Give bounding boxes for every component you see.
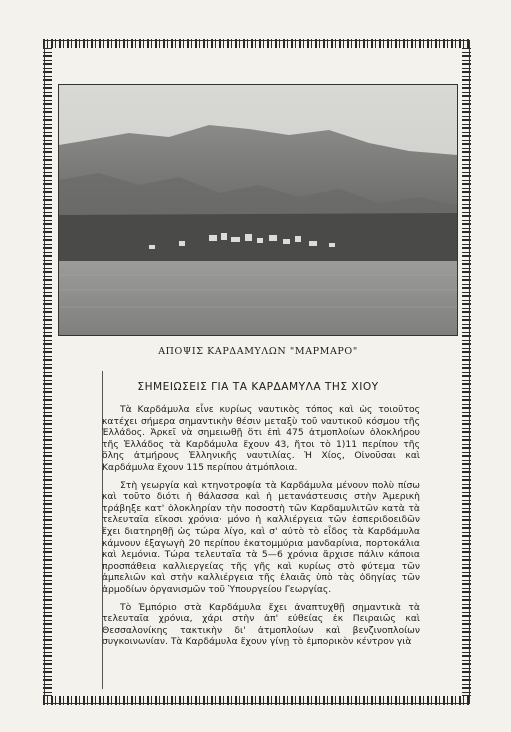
landscape-photo xyxy=(58,84,458,336)
photo-caption: ΑΠΟΨΙΣ ΚΑΡΔΑΜΥΛΩΝ "ΜΑΡΜΑΡΟ" xyxy=(158,346,358,357)
article-body xyxy=(102,404,420,654)
paragraph: Τὸ Ἐμπόριο στὰ Καρδάμυλα ἔχει ἀναπτυχθῇ σημαντικὰ τὰ τελευταῖα χρόνια, χάρι στὴν ἀπ' εὐθείας ἐκ Πειραιῶς καὶ Θεσσαλονίκης τακτικὴν δι' ἀτμοπλοίων καὶ βενζινοπλοίων συγκοινωνίαν. Τὰ Καρδάμυλα ἔχουν γίνῃ τὸ ἐμπορικὸν κέντρον γιὰ xyxy=(102,601,420,648)
paragraph: Στὴ γεωργία καὶ κτηνοτροφία τὰ Καρδάμυλα μένουν πολὺ πίσω καὶ τοῦτο διότι ἡ θάλασσα καὶ ἡ μετανάστευσις στὴν Ἀμερικὴ τράβηξε κατ' ὁλοκληρίαν τὴν ποσοστὴ τῶν Καρδαμυλιτῶν κατὰ τὰ τελευταῖα εἴκοσι χρόνια· μόνο ἡ καλλιέργεια τῶν ἑσπεριδοειδῶν ἔχει διατηρηθῇ ὡς τώρα λίγο, καὶ σ' αὐτὸ τὸ εἶδος τὰ Καρδάμυλα κάμνουν ἐξαγωγὴ 20 περίπου ἑκατομμύρια μανδαρίνια, πορτοκάλια καὶ λεμόνια. Τώρα τελευταῖα τὰ 5—6 χρόνια ἄρχισε πάλιν κάποια προσπάθεια καλλιεργείας τῆς γῆς καὶ κυρίως στὸ φύτεμα τῶν ἀμπελιῶν καὶ στὴν καλλιέργεια τῆς ἐλαιᾶς ὑπὸ τὰς ὁδηγίας τῶν ἁρμοδίων ὀργανισμῶν τοῦ Ὑπουργείου Γεωργίας. xyxy=(102,479,420,595)
landscape-photo-icon xyxy=(59,85,457,335)
article-title: ΣΗΜΕΙΩΣΕΙΣ ΓΙΑ ΤΑ ΚΑΡΔΑΜΥΛΑ ΤΗΣ ΧΙΟΥ xyxy=(137,381,379,393)
paragraph: Τὰ Καρδάμυλα εἶνε κυρίως ναυτικὸς τόπος καὶ ὡς τοιοῦτος κατέχει σήμερα σημαντικὴν θέσιν μεταξὺ τοῦ ναυτικοῦ κόσμου τῆς Ἑλλάδος. Ἀρκεῖ νὰ σημειωθῇ ὅτι ἐπὶ 475 ἀτμοπλοίων ὁλοκλήρου τῆς Ἑλλάδος τὰ Καρδάμυλα ἔχουν 43, ἤτοι τὸ 1)11 περίπου τῆς ὅλης ἀτμήρους Ἑλληνικῆς ναυτιλίας. Ἡ Χίος, Οἰνοῦσαι καὶ Καρδάμυλα ἔχουν 115 περίπου ἀτμόπλοια. xyxy=(102,404,420,473)
